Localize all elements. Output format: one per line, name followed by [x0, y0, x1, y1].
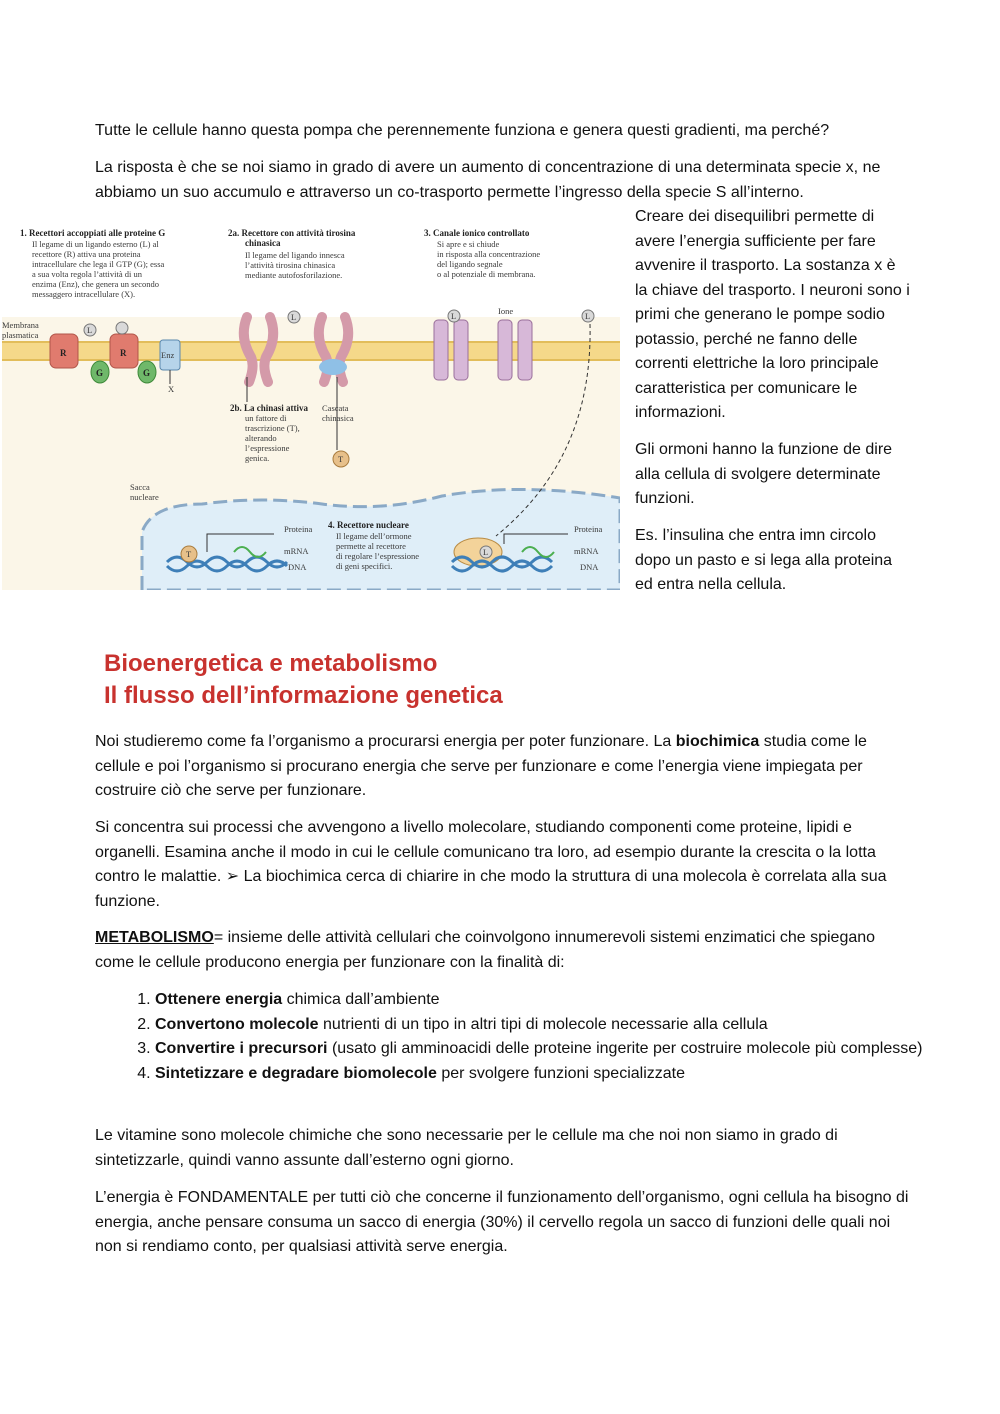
- svg-text:2a. Recettore con attività tir: 2a. Recettore con attività tirosina: [228, 228, 356, 238]
- svg-text:plasmatica: plasmatica: [2, 330, 39, 340]
- list-item: 4. Sintetizzare e degradare biomolecole per svolgere funzioni specializzate: [155, 1062, 970, 1087]
- svg-text:del ligando segnale: del ligando segnale: [437, 259, 503, 269]
- svg-text:mRNA: mRNA: [574, 546, 599, 556]
- biochimica-term: biochimica: [675, 733, 760, 750]
- svg-text:in risposta alla concentrazion: in risposta alla concentrazione: [437, 249, 541, 259]
- svg-text:Il legame di un ligando estern: Il legame di un ligando esterno (L) al: [32, 239, 159, 249]
- svg-text:L: L: [87, 325, 93, 335]
- svg-text:mRNA: mRNA: [284, 546, 309, 556]
- svg-text:2b. La chinasi attiva: 2b. La chinasi attiva: [230, 403, 309, 413]
- svg-text:genica.: genica.: [245, 453, 270, 463]
- body-paragraph-5: L’energia è FONDAMENTALE per tutti ciò che concerne il funzionamento dell’organismo, ogni cellula ha bisogno di energia, anche pensare consuma un sacco di energia (30%) il cervello regola un sacco di funzioni delle quali noi non si rendiamo conto, per qualsiasi attività serve energia.: [95, 1189, 909, 1255]
- ion-label: Ione: [498, 306, 514, 316]
- svg-text:L: L: [585, 311, 591, 321]
- svg-text:chinasica: chinasica: [322, 413, 354, 423]
- svg-text:T: T: [338, 454, 344, 464]
- svg-text:L: L: [291, 312, 297, 322]
- metabolism-goals-list: [95, 988, 970, 1086]
- panel2a-text: [245, 250, 345, 280]
- svg-text:Il legame dell’ormone: Il legame dell’ormone: [336, 531, 412, 541]
- svg-text:chinasica: chinasica: [245, 238, 281, 248]
- svg-text:a sua volta regola l’attività: a sua volta regola l’attività di un: [32, 269, 142, 279]
- intro-paragraph-1: Tutte le cellule hanno questa pompa che perennemente funziona e genera questi gradienti, ma perché?: [95, 122, 830, 139]
- panel3-title: 3. Canale ionico controllato: [424, 228, 530, 238]
- svg-text:permette al recettore: permette al recettore: [336, 541, 406, 551]
- svg-text:X: X: [168, 384, 175, 394]
- svg-text:DNA: DNA: [288, 562, 307, 572]
- svg-text:l’espressione: l’espressione: [245, 443, 290, 453]
- svg-text:un fattore di: un fattore di: [245, 413, 287, 423]
- svg-text:R: R: [60, 348, 67, 358]
- svg-text:Membrana: Membrana: [2, 320, 39, 330]
- svg-text:R: R: [120, 348, 127, 358]
- svg-text:nucleare: nucleare: [130, 492, 159, 502]
- section-heading: [104, 648, 604, 712]
- svg-text:Proteina: Proteina: [574, 524, 603, 534]
- svg-text:Si apre e si chiude: Si apre e si chiude: [437, 239, 500, 249]
- body-paragraph-3: METABOLISMO= insieme delle attività cellulari che coinvolgono innumerevoli sistemi enzimatici che spiegano come le cellule producono energia per funzionare con la finalità di:: [95, 929, 876, 971]
- svg-text:o al potenziale di membrana.: o al potenziale di membrana.: [437, 269, 536, 279]
- svg-text:mediante autofosforilazione.: mediante autofosforilazione.: [245, 270, 343, 280]
- svg-text:Cascata: Cascata: [322, 403, 349, 413]
- svg-text:Proteina: Proteina: [284, 524, 313, 534]
- side-paragraph-3: Es. l’insulina che entra imn circolo dopo un pasto e si lega alla proteina ed entra nella cellula.: [635, 527, 893, 593]
- svg-text:di regolare l’espressione: di regolare l’espressione: [336, 551, 420, 561]
- body-paragraph-4: Le vitamine sono molecole chimiche che sono necessarie per le cellule ma che noi non siamo in grado di sintetizzarle, quindi vanno assunte dall’esterno ogni giorno.: [95, 1127, 838, 1169]
- svg-text:G: G: [96, 368, 104, 378]
- side-paragraph-1: Creare dei disequilibri permette di avere l’energia sufficiente per fare avvenire il trasporto. La sostanza x è la chiave del trasporto. I neuroni sono i primi che generano le pompe sodio potassio, perché ne fanno delle correnti elettriche la loro principale caratteristica per comunicare le informazioni.: [635, 208, 910, 421]
- cell-signaling-figure: [2, 212, 620, 590]
- body-paragraph-2: Si concentra sui processi che avvengono a livello molecolare, studiando componenti come proteine, lipidi e organelli. Esamina anche il modo in cui le cellule comunicano tra loro, ad esempio durante la crescita o la lotta contro le malattie. ➢ La biochimica cerca di chiarire in che modo la struttura di una molecola è correlata alla sua funzione.: [95, 819, 887, 910]
- svg-text:G: G: [143, 368, 151, 378]
- list-item: 1. Ottenere energia chimica dall’ambiente: [155, 988, 970, 1013]
- svg-text:DNA: DNA: [580, 562, 599, 572]
- svg-text:enzima (Enz), che genera un se: enzima (Enz), che genera un secondo: [32, 279, 159, 289]
- membrane-label: [2, 320, 39, 340]
- svg-text:L: L: [451, 311, 457, 321]
- svg-text:Sacca: Sacca: [130, 482, 150, 492]
- svg-text:Il legame del ligando innesca: Il legame del ligando innesca: [245, 250, 345, 260]
- svg-text:l’attività tirosina chinasica: l’attività tirosina chinasica: [245, 260, 336, 270]
- svg-text:intracellulare che lega il GTP: intracellulare che lega il GTP (G); essa: [32, 259, 165, 269]
- body-paragraph-1: Noi studieremo come fa l’organismo a procurarsi energia per poter funzionare. La biochimica studia come le cellule e poi l’organismo si procurano energia che serve per funzionare e come l’energia viene impiegata per costruire ciò che serve per funzionare.: [95, 733, 867, 799]
- svg-text:4. Recettore nucleare: 4. Recettore nucleare: [328, 520, 409, 530]
- svg-text:alterando: alterando: [245, 433, 277, 443]
- heading-line-2: Il flusso dell’informazione genetica: [104, 682, 503, 709]
- intro-paragraph-2: La risposta è che se noi siamo in grado di avere un aumento di concentrazione di una determinata specie x, ne abbiamo un suo accumulo e attraverso un co-trasporto permette l’ingresso della specie S all’interno.: [95, 159, 881, 201]
- svg-text:trascrizione (T),: trascrizione (T),: [245, 423, 300, 433]
- side-paragraph-2: Gli ormoni hanno la funzione de dire alla cellula di svolgere determinate funzioni.: [635, 441, 893, 507]
- heading-line-1: Bioenergetica e metabolismo: [104, 650, 438, 677]
- metabolismo-term: METABOLISMO: [95, 929, 214, 946]
- svg-text:T: T: [186, 549, 192, 559]
- svg-text:Enz: Enz: [161, 350, 175, 360]
- list-item: 2. Convertono molecole nutrienti di un tipo in altri tipi di molecole necessarie alla cellula: [155, 1013, 970, 1038]
- list-item: 3. Convertire i precursori (usato gli amminoacidi delle proteine ingerite per costruire molecole più complesse): [155, 1037, 970, 1062]
- svg-text:L: L: [483, 547, 489, 557]
- svg-text:messaggero intracellulare (X).: messaggero intracellulare (X).: [32, 289, 136, 299]
- svg-text:recettore (R) attiva una prote: recettore (R) attiva una proteina: [32, 249, 141, 259]
- panel1-title: 1. Recettori accoppiati alle proteine G: [20, 228, 166, 238]
- svg-text:di geni specifici.: di geni specifici.: [336, 561, 393, 571]
